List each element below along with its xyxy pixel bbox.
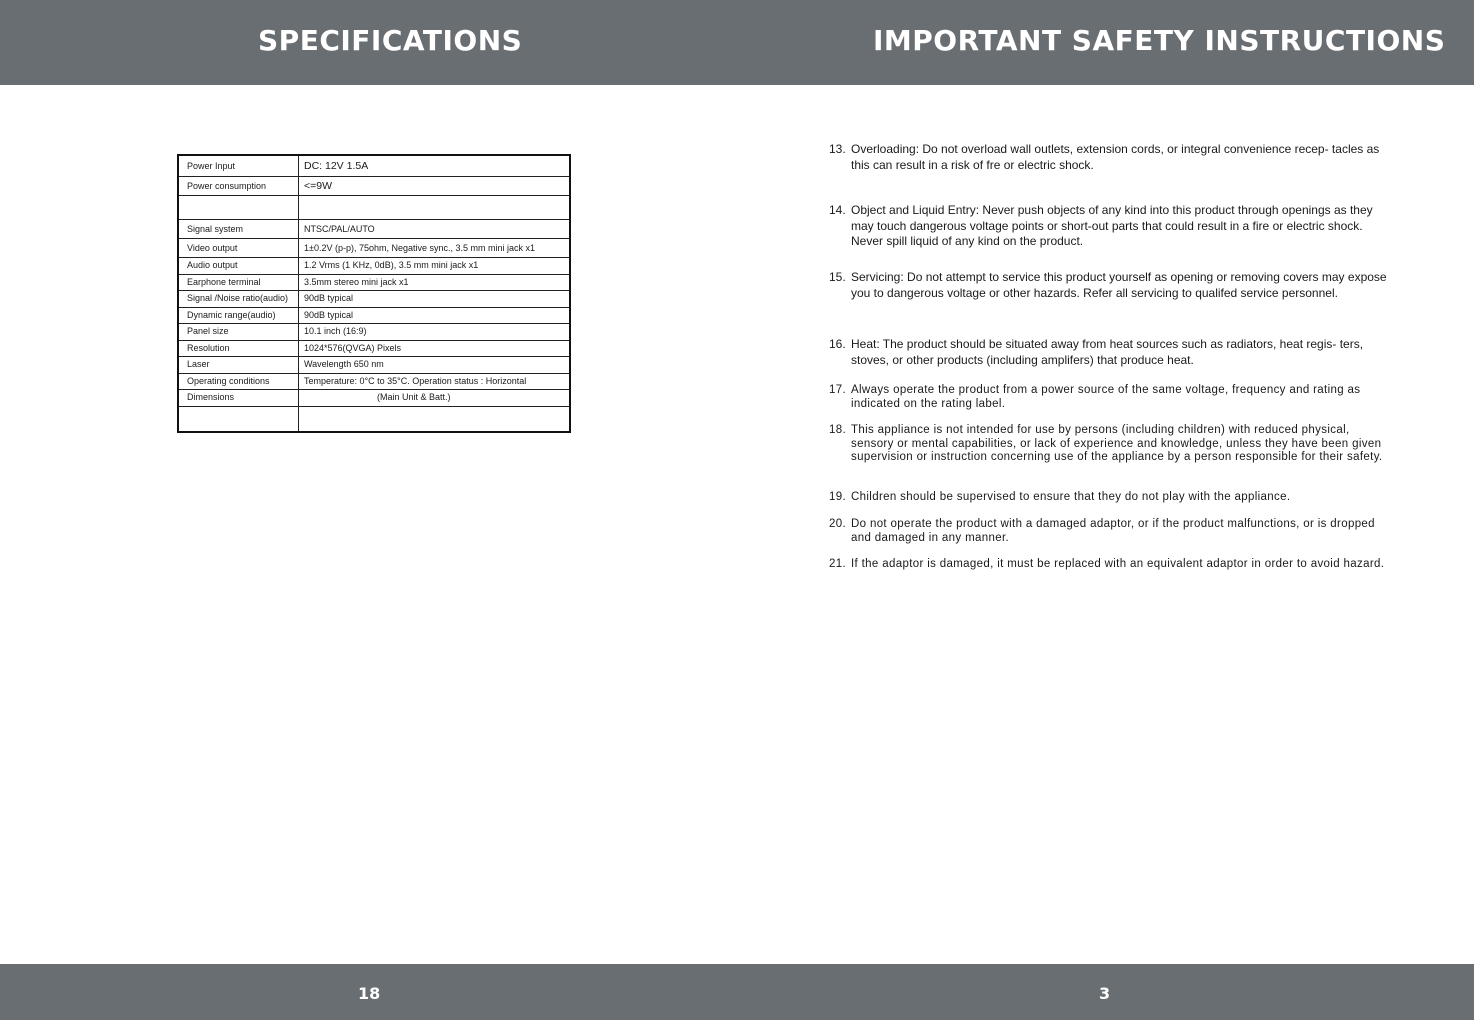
spec-label: Operating conditions [179,374,299,390]
spec-row [179,196,569,220]
instruction-item [829,203,1389,250]
instruction-text: Always operate the product from a power source of the same voltage, frequency and rating as indicated on the rating label. [851,384,1361,410]
spec-label: Earphone terminal [179,275,299,291]
page-number-left: 18 [358,984,381,1003]
instruction-item [829,424,1389,465]
instruction-number: 20. [829,518,847,530]
page-header [0,0,1474,85]
instruction-item [829,384,1389,411]
spec-value: DC: 12V 1.5A [304,160,369,172]
page-footer [0,964,1474,1020]
instruction-text: Object and Liquid Entry: Never push objects of any kind into this product through openings as they may touch dangerous voltage points or short-out parts that could result in a fire or electric shock. Never spill liquid of any kind on the product. [851,203,1373,248]
spec-value: <=9W [304,180,333,192]
instruction-number: 16. [829,337,846,351]
instruction-item [829,270,1389,301]
specifications-title: SPECIFICATIONS [258,24,523,57]
spec-label: Signal /Noise ratio(audio) [179,291,299,307]
spec-value: 90dB typical [304,309,354,320]
spec-label: Power consumption [179,177,299,195]
spec-label: Laser [179,357,299,373]
spec-value: (Main Unit & Batt.) [377,392,451,402]
instruction-text: Servicing: Do not attempt to service this product yourself as opening or removing covers may expose you to dangerous voltage or other hazards. Refer all servicing to qualifed service personnel. [851,270,1387,300]
page-number-right: 3 [1099,984,1111,1003]
spec-row [179,341,569,358]
spec-label: Audio output [179,258,299,274]
instruction-number: 13. [829,142,846,156]
instruction-text: If the adaptor is damaged, it must be replaced with an equivalent adaptor in order to avoid hazard. [851,558,1385,570]
spec-value: Wavelength 650 nm [304,359,384,369]
instruction-number: 14. [829,203,846,217]
spec-value: NTSC/PAL/AUTO [304,224,375,234]
spec-row [179,357,569,374]
instruction-text: Children should be supervised to ensure that they do not play with the appliance. [851,491,1291,503]
spec-row [179,275,569,292]
instruction-number: 21. [829,558,847,570]
spec-label: Panel size [179,324,299,340]
instruction-item [829,491,1389,505]
specifications-table [177,154,571,433]
instruction-text: Overloading: Do not overload wall outlets, extension cords, or integral convenience recep- tacles as this can result in a risk of fre or electric shock. [851,142,1380,172]
spec-row [179,220,569,239]
instruction-number: 17. [829,384,847,396]
instruction-item [829,558,1389,572]
spec-label: Dynamic range(audio) [179,308,299,324]
spec-row [179,407,569,431]
spec-row [179,239,569,258]
instruction-text: This appliance is not intended for use by persons (including children) with reduced physical, sensory or mental capabilities, or lack of experience and knowledge, unless they have been given supervision or instruction concerning use of the appliance by a person responsible for their safety. [851,424,1383,463]
spec-label: Resolution [179,341,299,357]
spec-value [299,196,569,219]
spec-label: Signal system [179,220,299,238]
spec-label: Power Input [179,156,299,176]
instruction-number: 18. [829,424,847,436]
safety-instructions-title: IMPORTANT SAFETY INSTRUCTIONS [873,24,1446,57]
instruction-number: 15. [829,270,846,284]
instruction-item [829,337,1389,368]
spec-value: 1±0.2V (p-p), 75ohm, Negative sync., 3.5 mm mini jack x1 [304,243,536,253]
spec-row [179,308,569,325]
spec-value: 90dB typical [304,293,354,303]
spec-row [179,156,569,177]
instruction-text: Do not operate the product with a damaged adaptor, or if the product malfunctions, or is dropped and damaged in any manner. [851,518,1375,544]
spec-label [179,407,299,431]
spec-row [179,324,569,341]
spec-value: 1.2 Vrms (1 KHz, 0dB), 3.5 mm mini jack x1 [304,260,479,270]
instruction-number: 19. [829,491,847,503]
spec-value: 10.1 inch (16:9) [304,326,367,336]
instruction-text: Heat: The product should be situated away from heat sources such as radiators, heat regis- ters, stoves, or other products (including amplifers) that produce heat. [851,337,1364,367]
spec-row [179,291,569,308]
spec-row [179,374,569,391]
spec-label: Dimensions [179,390,299,406]
spec-row [179,177,569,196]
spec-value: 1024*576(QVGA) Pixels [304,342,402,353]
spec-value [299,407,569,431]
spec-label [179,196,299,219]
spec-value: 3.5mm stereo mini jack x1 [304,276,409,287]
instruction-item [829,518,1389,545]
instruction-item [829,142,1389,173]
spec-row [179,258,569,275]
spec-value: Temperature: 0°C to 35°C. Operation status : Horizontal [304,375,527,386]
spec-row [179,390,569,407]
spec-label: Video output [179,239,299,257]
